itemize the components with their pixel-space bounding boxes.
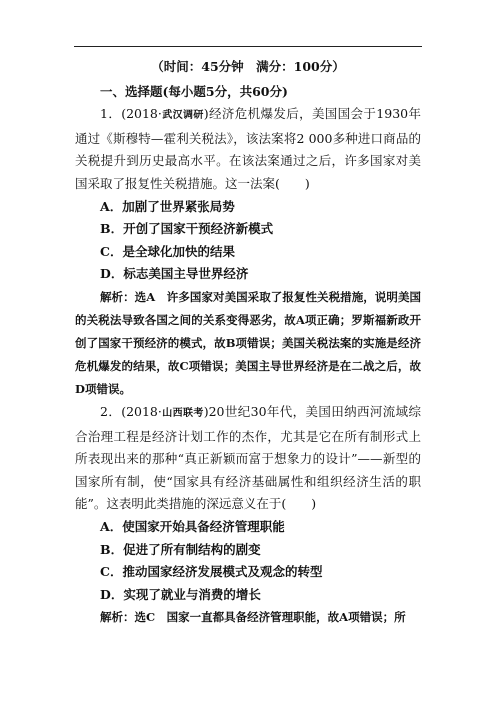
question-2-source: 山西联考	[161, 407, 204, 419]
question-2-text: )20世纪30年代，美国田纳西河流域综合治理工程是经济计划工作的杰作，尤其是它在所有制形式上所表现出来的那种“真正新颖而富于想象力的设计”——新型的国家所有制，使“国家具有经济基础属性和组织经济生活的职能”。这表明此类措施的深远意义在于( )	[75, 403, 421, 512]
question-1-stem	[75, 103, 421, 195]
question-2-option-b: B．促进了所有制结构的剧变	[100, 541, 261, 557]
question-2-option-a: A．使国家开始具备经济管理职能	[100, 518, 285, 534]
question-2-stem	[75, 401, 421, 516]
question-2-option-d: D．实现了就业与消费的增长	[100, 586, 261, 602]
header-rule	[74, 46, 422, 47]
question-1-explanation: 解析：选A 许多国家对美国采取了报复性关税措施，说明美国的关税法导致各国之间的关系变得恶劣，故A项正确；罗斯福新政开创了国家干预经济的模式，故B项错误；美国关税法案的实施是经济危机爆发的结果，故C项错误；美国主导世界经济是在二战之后，故D项错误。	[75, 289, 421, 396]
section-heading: 一、选择题(每小题5分，共60分)	[100, 83, 288, 99]
time-limit: （时间：45分钟 满分：100分）	[151, 59, 345, 74]
question-1-option-b: B．开创了国家干预经济新模式	[100, 221, 274, 237]
question-1-number: 1．(2018·	[100, 106, 162, 122]
question-2-option-c: C．推动国家经济发展模式及观念的转型	[100, 564, 323, 580]
document-body	[75, 56, 421, 629]
question-1-text: )经济危机爆发后，美国国会于1930年通过《斯穆特—霍利关税法》，该法案将2 000多种进口商品的关税提升到历史最高水平。在该法案通过之后，许多国家对美国采取了报复性关税措施。这一法案( )	[75, 106, 421, 191]
question-1-source: 武汉调研	[161, 110, 204, 122]
question-2-explanation: 解析：选C 国家一直都具备经济管理职能，故A项错误；所	[100, 610, 406, 625]
question-1-option-d: D．标志美国主导世界经济	[100, 266, 249, 282]
question-1-option-c: C．是全球化加快的结果	[100, 243, 235, 259]
question-1-option-a: A．加剧了世界紧张局势	[100, 198, 235, 214]
question-2-number: 2．(2018·	[100, 403, 162, 419]
